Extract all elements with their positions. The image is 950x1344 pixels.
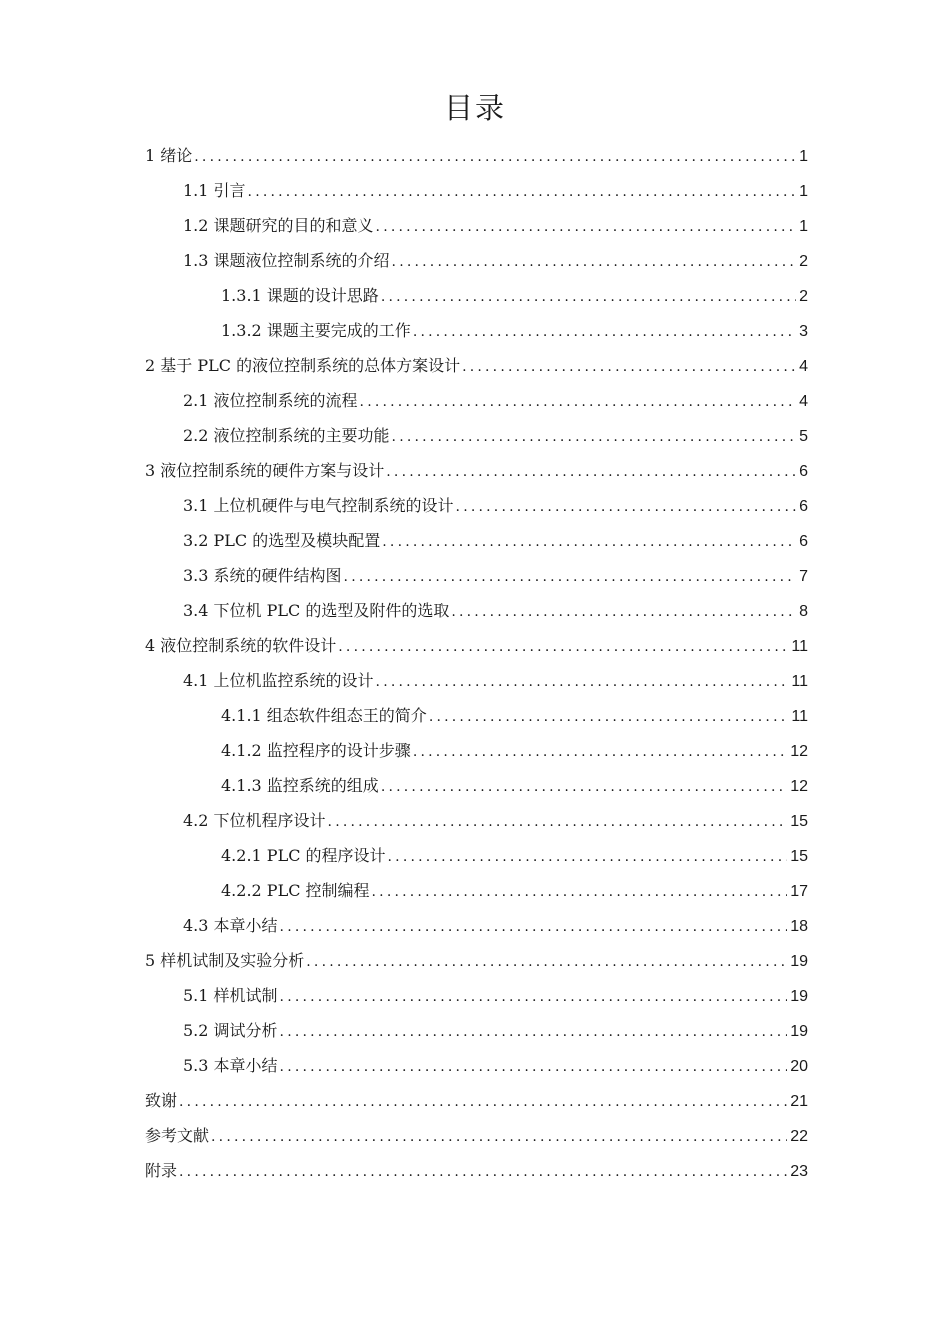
toc-entry[interactable] (145, 208, 808, 243)
toc-entry-label: 1.2 课题研究的目的和意义 (183, 216, 374, 235)
toc-leader-dots (370, 875, 788, 910)
toc-entry-label: 4.1 上位机监控系统的设计 (183, 671, 374, 690)
toc-page-number: 6 (799, 463, 808, 480)
toc-entry[interactable] (145, 978, 808, 1013)
toc-entry-label: 5.3 本章小结 (183, 1056, 278, 1075)
toc-entry[interactable] (145, 418, 808, 453)
toc-page-number: 15 (790, 848, 808, 865)
toc-entry[interactable] (145, 173, 808, 208)
toc-entry[interactable] (145, 698, 808, 733)
toc-leader-dots (390, 245, 797, 280)
toc-leader-dots (374, 665, 789, 700)
toc-entry[interactable] (145, 1048, 808, 1083)
toc-entry-label: 4 液位控制系统的软件设计 (145, 636, 337, 655)
toc-entry-label: 1 绪论 (145, 146, 193, 165)
toc-page-number: 11 (791, 638, 808, 655)
toc-page-number: 17 (790, 883, 808, 900)
toc-entry-label: 3.2 PLC 的选型及模块配置 (183, 531, 381, 550)
toc-entry[interactable] (145, 348, 808, 383)
toc-entry[interactable] (145, 733, 808, 768)
toc-leader-dots (379, 280, 796, 315)
toc-page-number: 2 (799, 253, 808, 270)
toc-entry-label: 5.2 调试分析 (183, 1021, 278, 1040)
toc-leader-dots (454, 490, 797, 525)
toc-leader-dots (380, 525, 796, 560)
toc-entry[interactable] (145, 663, 808, 698)
toc-leader-dots (326, 805, 788, 840)
toc-page-number: 2 (799, 288, 808, 305)
toc-entry-label: 4.2.2 PLC 控制编程 (221, 881, 370, 900)
toc-entry[interactable] (145, 1118, 808, 1153)
toc-page-number: 11 (791, 673, 808, 690)
toc-entry[interactable] (145, 313, 808, 348)
toc-entry-label: 附录 (145, 1161, 178, 1180)
table-of-contents (145, 138, 808, 1188)
toc-leader-dots (427, 700, 789, 735)
toc-leader-dots (384, 455, 796, 490)
toc-page-number: 11 (791, 708, 808, 725)
toc-entry-label: 5.1 样机试制 (183, 986, 278, 1005)
toc-entry-label: 1.1 引言 (183, 181, 246, 200)
toc-page-number: 21 (790, 1093, 808, 1110)
toc-leader-dots (374, 210, 797, 245)
toc-entry[interactable] (145, 803, 808, 838)
toc-entry-label: 3.3 系统的硬件结构图 (183, 566, 342, 585)
toc-page-number: 4 (799, 358, 808, 375)
toc-entry[interactable] (145, 1013, 808, 1048)
toc-page-number: 8 (799, 603, 808, 620)
toc-page-number: 12 (790, 778, 808, 795)
toc-leader-dots (278, 1050, 788, 1085)
toc-page-number: 20 (790, 1058, 808, 1075)
toc-leader-dots (336, 630, 788, 665)
toc-page-number: 19 (790, 1023, 808, 1040)
toc-page-number: 3 (799, 323, 808, 340)
toc-leader-dots (390, 420, 797, 455)
toc-page-number: 19 (790, 988, 808, 1005)
toc-entry-label: 3.1 上位机硬件与电气控制系统的设计 (183, 496, 454, 515)
toc-entry-label: 参考文献 (145, 1126, 210, 1145)
toc-page-number: 5 (799, 428, 808, 445)
toc-entry[interactable] (145, 138, 808, 173)
toc-leader-dots (278, 1015, 788, 1050)
toc-entry-label: 4.2.1 PLC 的程序设计 (221, 846, 386, 865)
toc-entry-label: 4.1.3 监控系统的组成 (221, 776, 379, 795)
toc-page-number: 6 (799, 498, 808, 515)
toc-entry-label: 1.3.2 课题主要完成的工作 (221, 321, 411, 340)
toc-page-number: 23 (790, 1163, 808, 1180)
toc-leader-dots (246, 175, 797, 210)
toc-entry-label: 4.3 本章小结 (183, 916, 278, 935)
toc-entry-label: 致谢 (145, 1091, 178, 1110)
toc-entry-label: 2 基于 PLC 的液位控制系统的总体方案设计 (145, 356, 461, 375)
toc-entry[interactable] (145, 908, 808, 943)
toc-entry[interactable] (145, 453, 808, 488)
toc-entry[interactable] (145, 1083, 808, 1118)
toc-entry[interactable] (145, 278, 808, 313)
toc-leader-dots (449, 595, 796, 630)
toc-leader-dots (411, 315, 796, 350)
toc-leader-dots (411, 735, 787, 770)
toc-page-number: 7 (799, 568, 808, 585)
toc-leader-dots (177, 1085, 787, 1120)
toc-leader-dots (177, 1155, 787, 1190)
toc-page-number: 18 (790, 918, 808, 935)
toc-leader-dots (386, 840, 788, 875)
toc-entry[interactable] (145, 523, 808, 558)
toc-entry-label: 2.1 液位控制系统的流程 (183, 391, 358, 410)
toc-leader-dots (209, 1120, 787, 1155)
toc-entry-label: 3 液位控制系统的硬件方案与设计 (145, 461, 385, 480)
toc-leader-dots (278, 980, 788, 1015)
toc-entry[interactable] (145, 838, 808, 873)
toc-entry[interactable] (145, 628, 808, 663)
toc-entry-label: 3.4 下位机 PLC 的选型及附件的选取 (183, 601, 450, 620)
toc-page-number: 1 (799, 183, 808, 200)
toc-page-number: 6 (799, 533, 808, 550)
toc-entry-label: 1.3 课题液位控制系统的介绍 (183, 251, 390, 270)
toc-leader-dots (278, 910, 788, 945)
toc-entry[interactable] (145, 558, 808, 593)
toc-page-number: 19 (790, 953, 808, 970)
toc-page-number: 1 (799, 218, 808, 235)
toc-page-number: 12 (790, 743, 808, 760)
toc-entry-label: 1.3.1 课题的设计思路 (221, 286, 379, 305)
page-title: 目录 (443, 91, 506, 125)
toc-entry-label: 4.1.2 监控程序的设计步骤 (221, 741, 411, 760)
toc-entry[interactable] (145, 943, 808, 978)
toc-entry-label: 4.2 下位机程序设计 (183, 811, 326, 830)
toc-entry[interactable] (145, 768, 808, 803)
toc-leader-dots (192, 140, 796, 175)
toc-leader-dots (379, 770, 787, 805)
toc-entry[interactable] (145, 488, 808, 523)
toc-entry[interactable] (145, 243, 808, 278)
toc-entry[interactable] (145, 593, 808, 628)
toc-entry[interactable] (145, 383, 808, 418)
toc-leader-dots (304, 945, 787, 980)
toc-leader-dots (358, 385, 797, 420)
toc-entry-label: 5 样机试制及实验分析 (145, 951, 305, 970)
toc-page-number: 4 (799, 393, 808, 410)
toc-page-number: 15 (790, 813, 808, 830)
toc-leader-dots (460, 350, 796, 385)
toc-entry[interactable] (145, 1153, 808, 1188)
toc-page-number: 22 (790, 1128, 808, 1145)
toc-entry[interactable] (145, 873, 808, 908)
toc-entry-label: 2.2 液位控制系统的主要功能 (183, 426, 390, 445)
toc-entry-label: 4.1.1 组态软件组态王的简介 (221, 706, 427, 725)
toc-page-number: 1 (799, 148, 808, 165)
toc-leader-dots (342, 560, 797, 595)
